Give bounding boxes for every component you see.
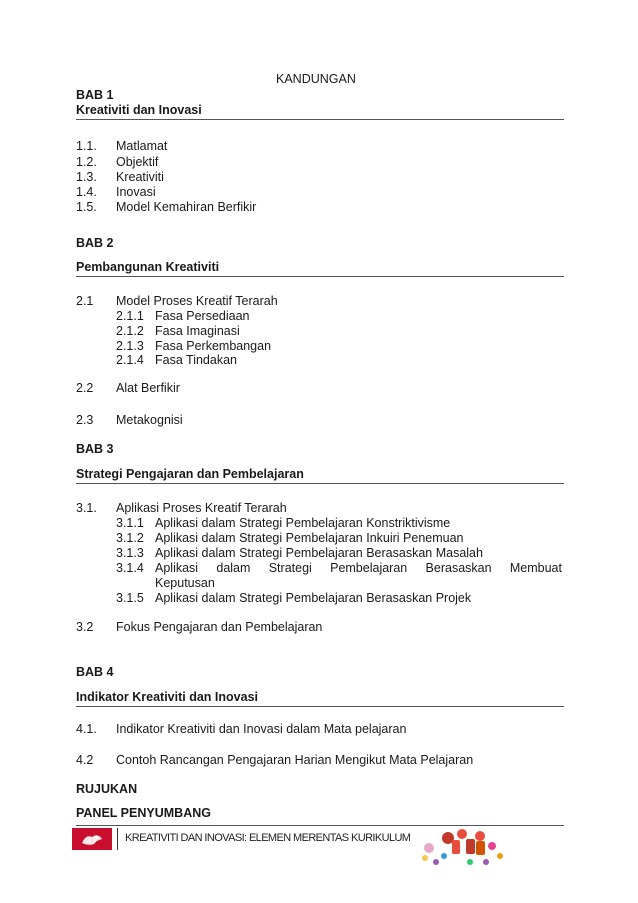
footer-text: KREATIVITI DAN INOVASI: ELEMEN MERENTAS KURIKULUM (125, 832, 411, 844)
toc-subentry: Fasa Perkembangan (155, 339, 272, 353)
bab4-heading: Indikator Kreativiti dan Inovasi (76, 690, 258, 704)
toc-num: 2.1 (76, 294, 94, 308)
bab3-heading: Strategi Pengajaran dan Pembelajaran (76, 467, 304, 481)
toc-entry: Aplikasi Proses Kreatif Terarah (116, 501, 287, 515)
footer-divider (117, 828, 118, 850)
page-title: KANDUNGAN (276, 72, 356, 86)
toc-subnum: 3.1.4 (116, 561, 144, 575)
bab3-rule (76, 483, 564, 484)
toc-subnum: 3.1.5 (116, 591, 144, 605)
toc-num: 2.2 (76, 381, 94, 395)
toc-num: 1.3. (76, 170, 97, 184)
footer-decoration (418, 824, 508, 868)
toc-entry: Kreativiti (116, 170, 164, 184)
toc-entry: Fokus Pengajaran dan Pembelajaran (116, 620, 323, 634)
toc-subentry: Fasa Imaginasi (155, 324, 240, 338)
bab1-label: BAB 1 (76, 88, 114, 102)
children-graphic-icon (418, 824, 508, 868)
toc-num: 3.2 (76, 620, 94, 634)
toc-subentry: Aplikasi dalam Strategi Pembelajaran Berasaskan Projek (155, 591, 472, 605)
toc-num: 4.1. (76, 722, 97, 736)
toc-subentry-justified (155, 561, 562, 575)
toc-subnum: 2.1.3 (116, 339, 144, 353)
footer-logo (72, 828, 112, 850)
bab4-label: BAB 4 (76, 665, 114, 679)
toc-entry: Indikator Kreativiti dan Inovasi dalam Mata pelajaran (116, 722, 407, 736)
bab2-rule (76, 276, 564, 277)
panel-heading: PANEL PENYUMBANG (76, 806, 211, 820)
toc-subnum: 2.1.1 (116, 309, 144, 323)
toc-subnum: 2.1.2 (116, 324, 144, 338)
toc-num: 1.1. (76, 139, 97, 153)
toc-num: 3.1. (76, 501, 97, 515)
bab2-label: BAB 2 (76, 236, 114, 250)
toc-entry: Alat Berfikir (116, 381, 180, 395)
toc-subnum: 3.1.1 (116, 516, 144, 530)
toc-subentry: Fasa Persediaan (155, 309, 250, 323)
toc-entry: Model Kemahiran Berfikir (116, 200, 257, 214)
toc-entry: Metakognisi (116, 413, 183, 427)
word: Berasaskan (425, 561, 492, 575)
toc-subentry: Aplikasi dalam Strategi Pembelajaran Inkuiri Penemuan (155, 531, 464, 545)
toc-subnum: 3.1.3 (116, 546, 144, 560)
toc-num: 2.3 (76, 413, 94, 427)
toc-subentry: Aplikasi dalam Strategi Pembelajaran Konstriktivisme (155, 516, 451, 530)
word: Pembelajaran (330, 561, 408, 575)
toc-num: 1.5. (76, 200, 97, 214)
toc-subnum: 3.1.2 (116, 531, 144, 545)
word: Strategi (268, 561, 312, 575)
toc-entry: Objektif (116, 155, 159, 169)
toc-num: 1.2. (76, 155, 97, 169)
toc-entry: Matlamat (116, 139, 168, 153)
toc-num: 4.2 (76, 753, 94, 767)
toc-subentry-continued: Keputusan (155, 576, 215, 590)
word: Membuat (509, 561, 562, 575)
bird-emblem-icon (72, 828, 112, 850)
toc-subentry: Aplikasi dalam Strategi Pembelajaran Berasaskan Masalah (155, 546, 483, 560)
toc-entry: Inovasi (116, 185, 156, 199)
bab2-heading: Pembangunan Kreativiti (76, 260, 220, 274)
toc-subnum: 2.1.4 (116, 353, 144, 367)
toc-num: 1.4. (76, 185, 97, 199)
bab1-heading: Kreativiti dan Inovasi (76, 103, 202, 117)
word: Aplikasi (155, 561, 199, 575)
rujukan-heading: RUJUKAN (76, 782, 138, 796)
word: dalam (216, 561, 251, 575)
toc-entry: Model Proses Kreatif Terarah (116, 294, 278, 308)
bab4-rule (76, 706, 564, 707)
toc-subentry: Fasa Tindakan (155, 353, 237, 367)
toc-entry: Contoh Rancangan Pengajaran Harian Mengikut Mata Pelajaran (116, 753, 474, 767)
bab1-rule (76, 119, 564, 120)
bab3-label: BAB 3 (76, 442, 114, 456)
